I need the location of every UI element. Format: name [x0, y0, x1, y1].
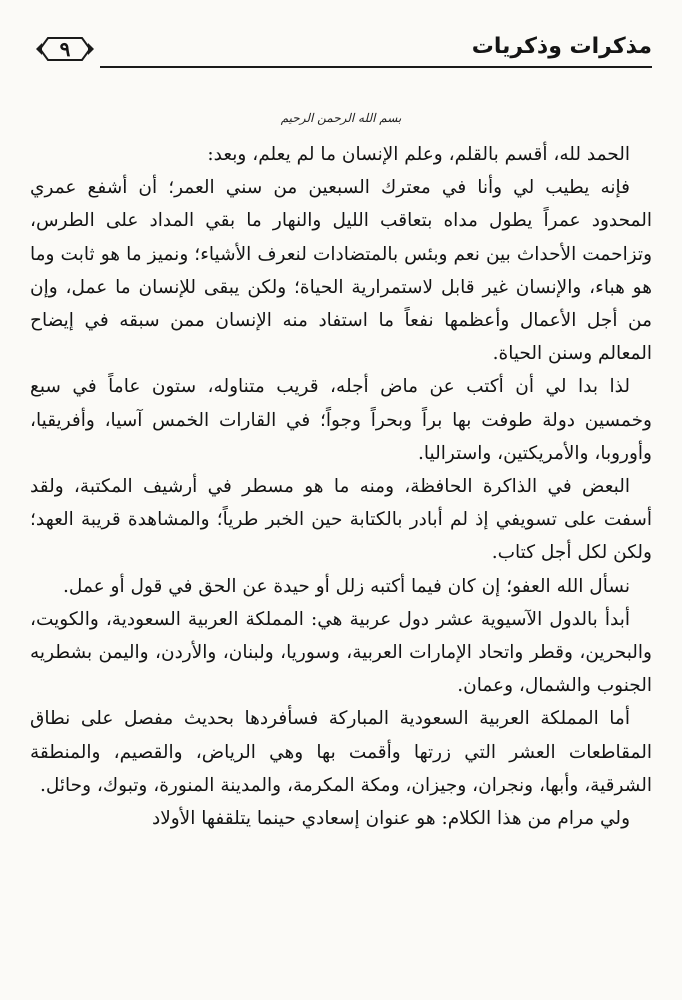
paragraph: نسأل الله العفو؛ إن كان فيما أكتبه زلل أو حيدة عن الحق في قول أو عمل.: [63, 575, 630, 597]
paragraph: أبدأ بالدول الآسيوية عشر دول عربية هي: المملكة العربية السعودية، والكويت، والبحرين، وقطر واتحاد الإمارات العربية، وسوريا، ولبنان، والأردن، واليمن بشطريه الجنوب والشمال، وعمان.: [30, 608, 652, 697]
running-title: مذكرات وذكريات: [471, 34, 652, 59]
paragraph: فإنه يطيب لي وأنا في معترك السبعين من سني العمر؛ أن أشفع عمري المحدود عمراً يطول مداه بتعاقب الليل والنهار ما بقي المداد على الطرس، وتزاحمت الأحداث بين نعم وبئس بالمتضادات لنعرف الأشياء؛ ونميز ما هو ثابت وما هو هباء، والإنسان غير قابل لاستمرارية الحياة؛ ولكن يبقى للإنسان ما عمل، وإن من أجل الأعمال وأعظمها نفعاً ما استفاد منه الإنسان ممن سبقه في إيضاح المعالم وسنن الحياة.: [30, 177, 652, 365]
paragraph: ولي مرام من هذا الكلام: هو عنوان إسعادي حينما يتلقفها الأولاد: [151, 808, 630, 830]
basmala: بسم الله الرحمن الرحيم: [280, 111, 402, 125]
paragraph: الحمد لله، أقسم بالقلم، وعلم الإنسان ما لم يعلم، وبعد:: [207, 144, 630, 165]
page-number-badge: [34, 34, 96, 64]
paragraph: أما المملكة العربية السعودية المباركة فسأفردها بحديث مفصل على نطاق المقاطعات العشر التي زرتها وأقمت بها وهي الرياض، والقصيم، والمنطقة الشرقية، وأبها، ونجران، وجيزان، ومكة المكرمة، والمدينة المنورة، وتبوك، وحائل.: [30, 708, 652, 796]
header-rule: [100, 66, 652, 68]
paragraph: لذا بدا لي أن أكتب عن ماض أجله، قريب متناوله، ستون عاماً في سبع وخمسين دولة طوفت بها براً وبحراً وجواً؛ في القارات الخمس آسيا، وأفريقيا، وأوروبا، والأمريكتين، واستراليا.: [30, 376, 652, 464]
paragraph: البعض في الذاكرة الحافظة، ومنه ما هو مسطر في أرشيف المكتبة، ولقد أسفت على تسويفي إذ لم أبادر بالكتابة حين الخبر طرياً؛ والمشاهدة قريبة العهد؛ ولكن لكل أجل كتاب.: [30, 476, 652, 564]
body-text: [30, 138, 652, 835]
page-header: [30, 26, 652, 70]
page-number: ٩: [59, 37, 71, 61]
